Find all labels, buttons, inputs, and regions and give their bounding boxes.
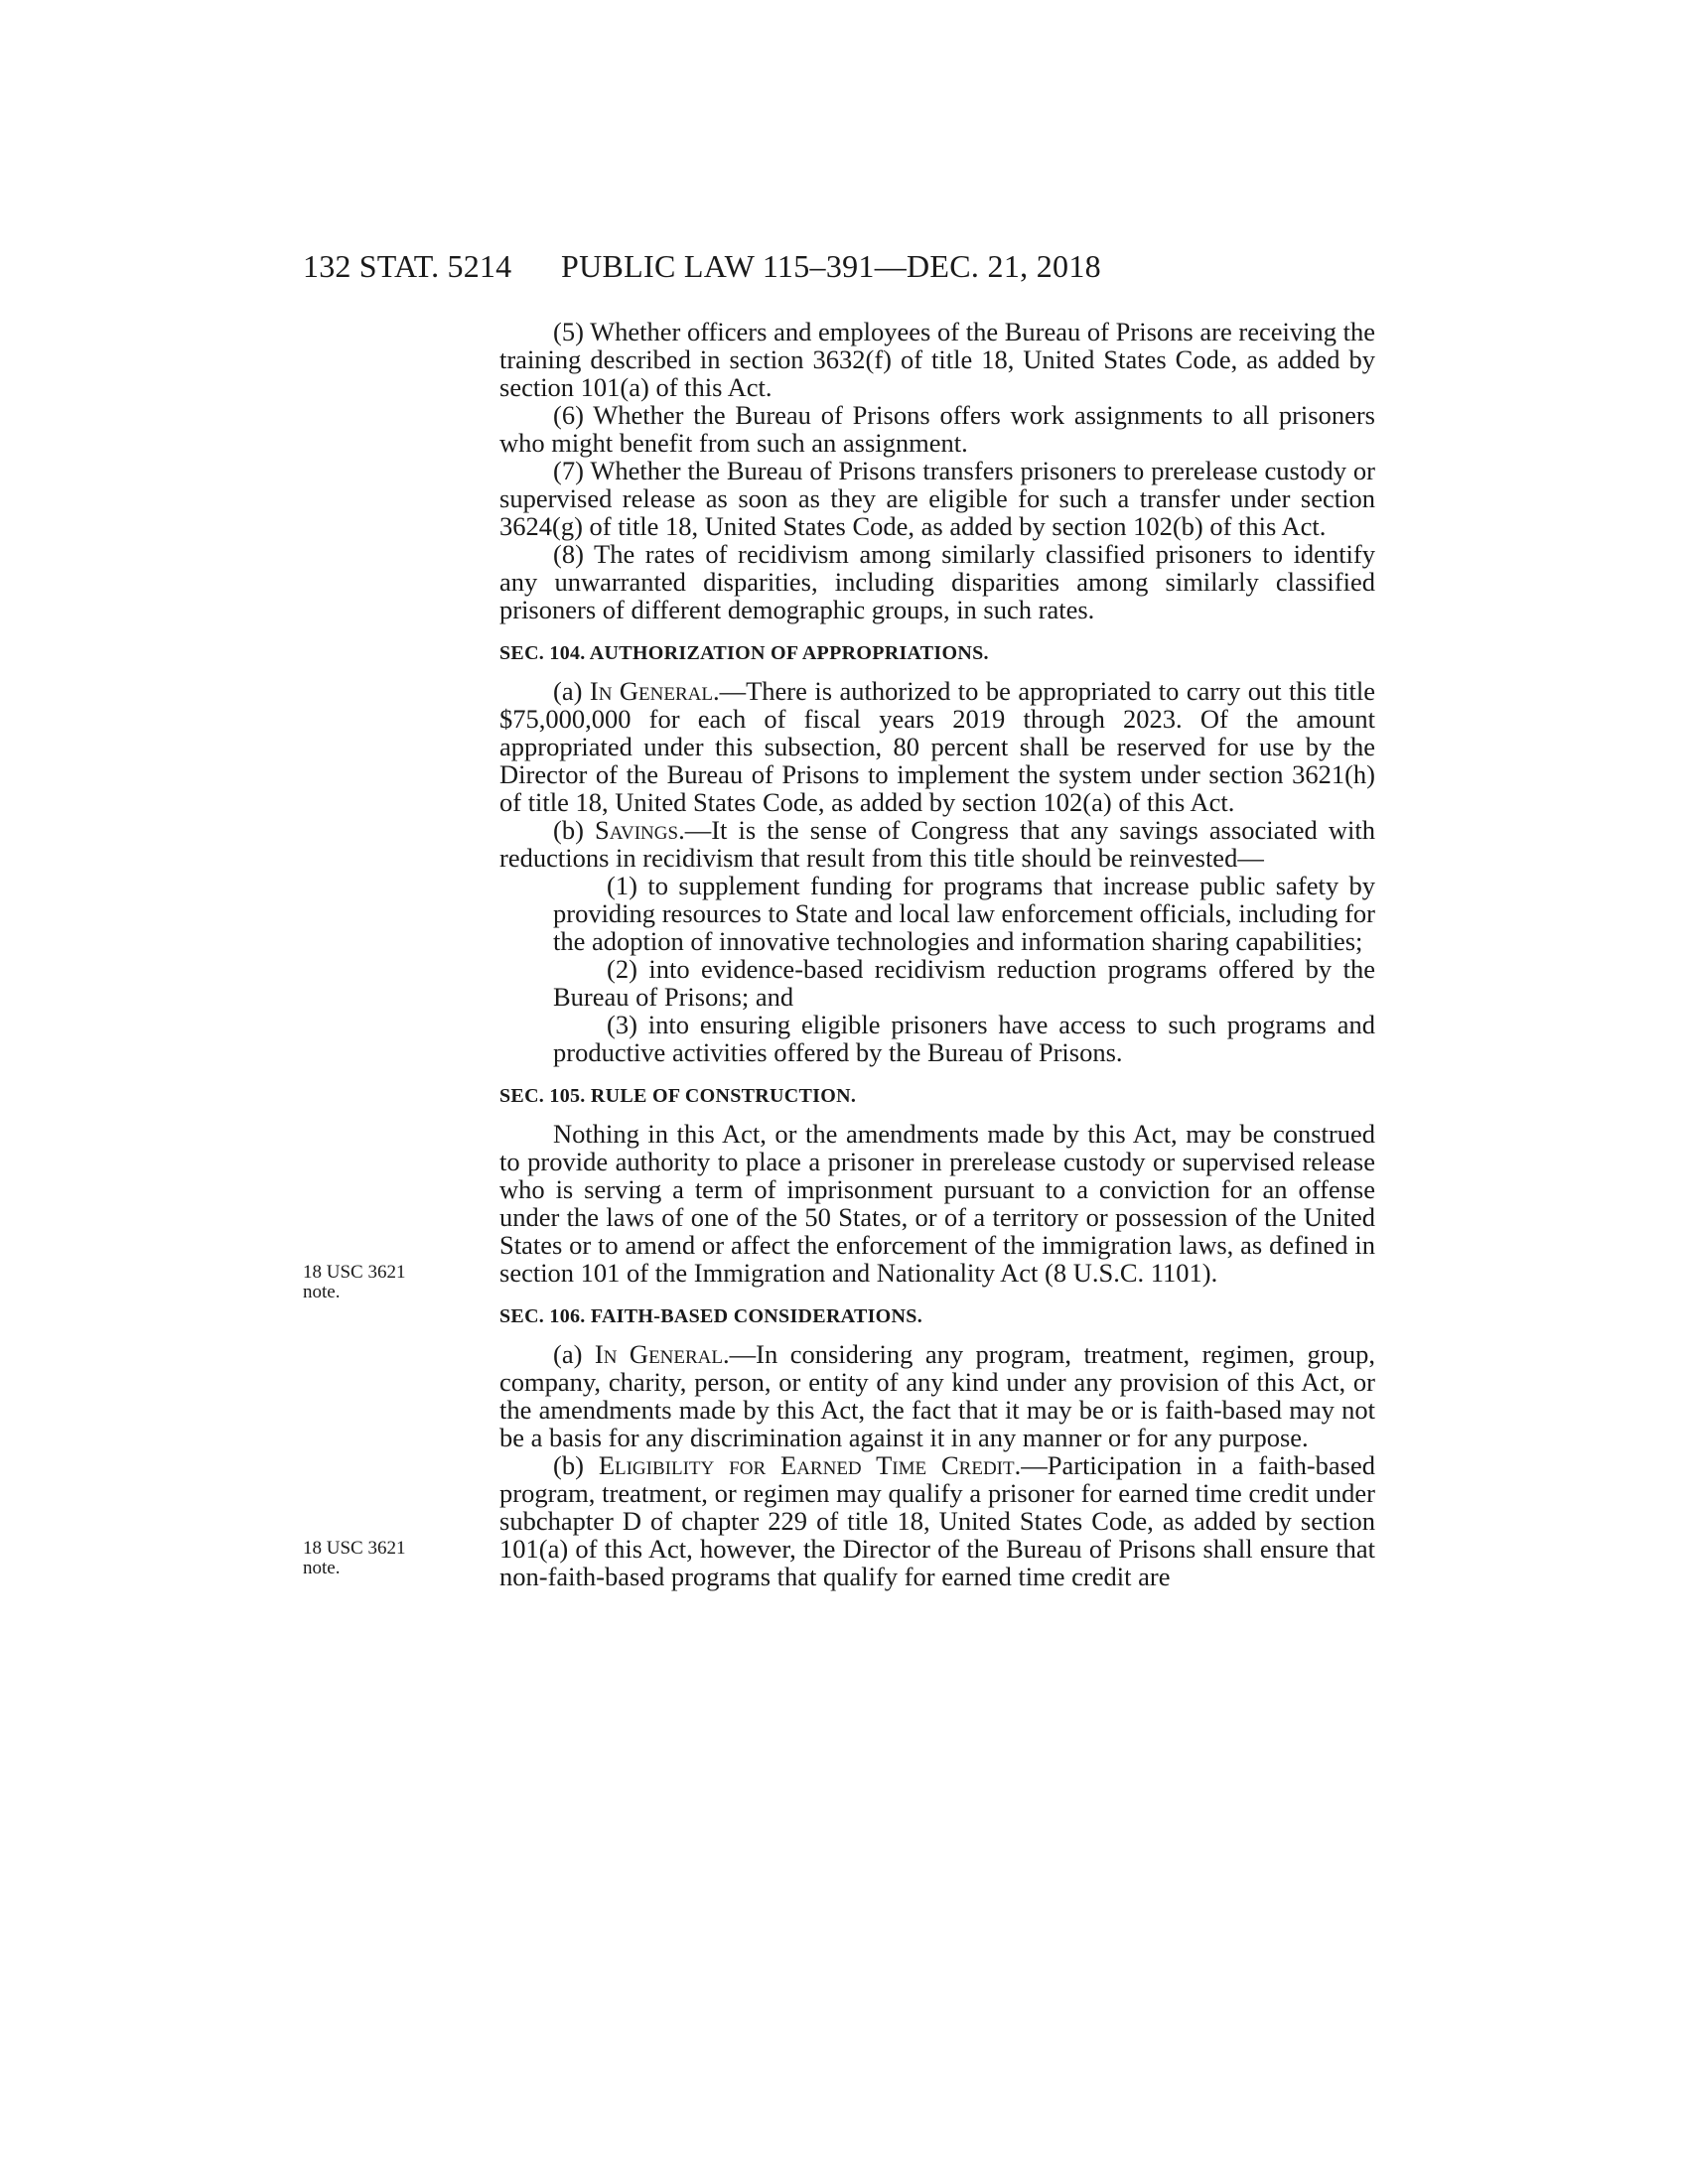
margin-note-sec105 xyxy=(303,1263,452,1302)
section-heading-106: SEC. 106. FAITH-BASED CONSIDERATIONS. xyxy=(499,1305,922,1327)
margin-note-suffix: note. xyxy=(303,1282,341,1302)
section-105-text: Nothing in this Act, or the amendments made by this Act, may be construed to provide authority to place a prisoner in prerelease custody or supervised release who is serving a term of imprisonment pursuant to a conviction for an offense under the laws of one of the 50 States, or of a territory or possession of the United States or to amend or affect the enforcement of the immigration laws, as defined in section 101 of the Immigration and Nationality Act (8 U.S.C. 1101). xyxy=(499,1119,1375,1288)
document-body xyxy=(499,318,1375,1590)
margin-note-citation: 18 USC 3621 xyxy=(303,1538,406,1559)
subsection-label: (b) xyxy=(553,815,595,845)
section-heading-104: SEC. 104. AUTHORIZATION OF APPROPRIATIONS. xyxy=(499,642,989,664)
paragraph-item-8: (8) The rates of recidivism among similarly classified prisoners to identify any unwarranted disparities, including disparities among similarly classified prisoners of different demographic groups, in such rates. xyxy=(499,539,1375,624)
section-104-b-2: (2) into evidence-based recidivism reduction programs offered by the Bureau of Prisons; and xyxy=(553,954,1375,1012)
section-104-b-3: (3) into ensuring eligible prisoners have access to such programs and productive activities offered by the Bureau of Prisons. xyxy=(553,1010,1375,1067)
running-header-title: PUBLIC LAW 115–391—DEC. 21, 2018 xyxy=(561,248,1101,284)
statute-page-number: 132 STAT. 5214 xyxy=(303,248,512,284)
subsection-label: (a) xyxy=(553,1339,595,1369)
subsection-text: .—In considering any program, treatment, regimen, group, company, charity, person, or entity of any kind under any provision of this Act, or the amendments made by this Act, the fact that it may be or is faith-based may not be a basis for any discrimination against it in any manner or for any purpose. xyxy=(499,1339,1375,1452)
margin-note-suffix: note. xyxy=(303,1558,341,1578)
paragraph-item-5: (5) Whether officers and employees of the Bureau of Prisons are receiving the training described in section 3632(f) of title 18, United States Code, as added by section 101(a) of this Act. xyxy=(499,317,1375,402)
section-heading-105: SEC. 105. RULE OF CONSTRUCTION. xyxy=(499,1085,857,1107)
section-106-a xyxy=(499,1340,1375,1451)
section-104-a xyxy=(499,677,1375,816)
subsection-caption: In General xyxy=(594,1339,724,1369)
subsection-label: (b) xyxy=(553,1450,599,1480)
margin-note-sec106 xyxy=(303,1539,452,1578)
section-104-b-1: (1) to supplement funding for programs that increase public safety by providing resources to State and local law enforcement officials, including for the adoption of innovative technologies and information sharing capabilities; xyxy=(553,871,1375,956)
section-106-b xyxy=(499,1451,1375,1590)
subsection-text: .—Participation in a faith-based program, treatment, or regimen may qualify a prisoner for earned time credit under subchapter D of chapter 229 of title 18, United States Code, as added by section 101(a) of this Act, however, the Director of the Bureau of Prisons shall ensure that non-faith-based programs that qualify for earned time credit are xyxy=(499,1450,1375,1591)
paragraph-item-7: (7) Whether the Bureau of Prisons transfers prisoners to prerelease custody or supervised release as soon as they are eligible for such a transfer under section 3624(g) of title 18, United States Code, as added by section 102(b) of this Act. xyxy=(499,456,1375,541)
section-104-b xyxy=(499,816,1375,872)
subsection-label: (a) xyxy=(553,676,590,706)
subsection-text: .—It is the sense of Congress that any savings associated with reductions in recidivism that result from this title should be reinvested— xyxy=(499,815,1375,873)
paragraph-item-6: (6) Whether the Bureau of Prisons offers work assignments to all prisoners who might benefit from such an assignment. xyxy=(499,400,1375,458)
subsection-text: .—There is authorized to be appropriated to carry out this title $75,000,000 for each of fiscal years 2019 through 2023. Of the amount appropriated under this subsection, 80 percent shall be reserved for use by the Director of the Bureau of Prisons to implement the system under section 3621(h) of title 18, United States Code, as added by section 102(a) of this Act. xyxy=(499,676,1376,817)
subsection-caption: In General xyxy=(589,676,713,706)
margin-note-citation: 18 USC 3621 xyxy=(303,1262,406,1283)
subsection-caption: Savings xyxy=(595,815,679,845)
subsection-caption: Eligibility for Earned Time Credit xyxy=(598,1450,1015,1480)
